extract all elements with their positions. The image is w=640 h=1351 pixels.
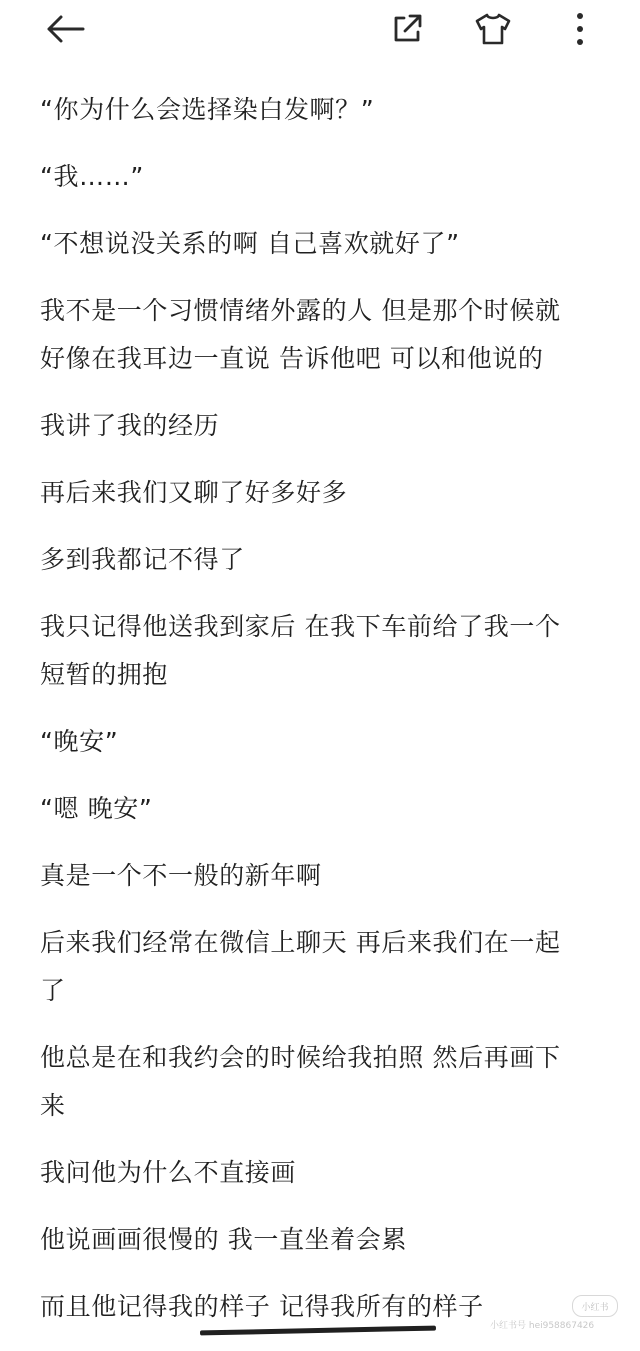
- paragraph-line: 多到我都记不得了: [40, 545, 245, 574]
- theme-button[interactable]: [470, 6, 516, 52]
- article-paragraph: [40, 718, 600, 766]
- paragraph-line: 他总是在和我约会的时候给我拍照 然后再画下: [40, 1043, 561, 1072]
- paragraph-line: “晚安”: [40, 727, 119, 756]
- article-paragraph: [40, 603, 600, 699]
- article-paragraph: [40, 287, 600, 383]
- top-toolbar: [0, 0, 640, 58]
- paragraph-line: 我讲了我的经历: [40, 411, 220, 440]
- arrow-left-icon: [45, 14, 85, 44]
- paragraph-line: 好像在我耳边一直说 告诉他吧 可以和他说的: [40, 344, 544, 373]
- article-paragraph: [40, 1149, 600, 1197]
- article-paragraph: [40, 469, 600, 517]
- tshirt-icon: [474, 12, 512, 46]
- article-paragraph: [40, 852, 600, 900]
- share-external-icon: [390, 12, 424, 46]
- paragraph-line: 我只记得他送我到家后 在我下车前给了我一个: [40, 612, 561, 641]
- article-paragraph: [40, 919, 600, 1015]
- article-paragraph: [40, 220, 600, 268]
- more-options-button[interactable]: [557, 6, 603, 52]
- paragraph-line: 我问他为什么不直接画: [40, 1158, 297, 1187]
- article-paragraph: [40, 86, 600, 134]
- back-button[interactable]: [42, 6, 88, 52]
- paragraph-line: “你为什么会选择染白发啊？”: [40, 95, 375, 124]
- paragraph-line: 他说画画很慢的 我一直坐着会累: [40, 1225, 407, 1254]
- paragraph-line: “嗯 晚安”: [40, 794, 153, 823]
- watermark-text: 小红书号 hei958867426: [490, 1321, 595, 1331]
- more-vertical-icon: [575, 12, 585, 46]
- paragraph-line: 短暂的拥抱: [40, 660, 169, 689]
- paragraph-line: 再后来我们又聊了好多好多: [40, 478, 348, 507]
- paragraph-line: 后来我们经常在微信上聊天 再后来我们在一起: [40, 928, 561, 957]
- article-paragraph: [40, 536, 600, 584]
- paragraph-line: 来: [40, 1091, 66, 1120]
- paragraph-line: “不想说没关系的啊 自己喜欢就好了”: [40, 229, 460, 258]
- paragraph-line: “我……”: [40, 162, 144, 191]
- paragraph-line: 了: [40, 976, 66, 1005]
- article-paragraph: [40, 153, 600, 201]
- paragraph-line: 真是一个不一般的新年啊: [40, 861, 322, 890]
- article-paragraph: [40, 402, 600, 450]
- article-paragraph: [40, 1034, 600, 1130]
- watermark-badge: 小红书: [572, 1295, 618, 1317]
- share-button[interactable]: [384, 6, 430, 52]
- article-paragraph: [40, 785, 600, 833]
- paragraph-line: 我不是一个习惯情绪外露的人 但是那个时候就: [40, 296, 561, 325]
- article-body: [40, 86, 600, 1350]
- article-paragraph: [40, 1216, 600, 1264]
- paragraph-line: 而且他记得我的样子 记得我所有的样子: [40, 1292, 484, 1321]
